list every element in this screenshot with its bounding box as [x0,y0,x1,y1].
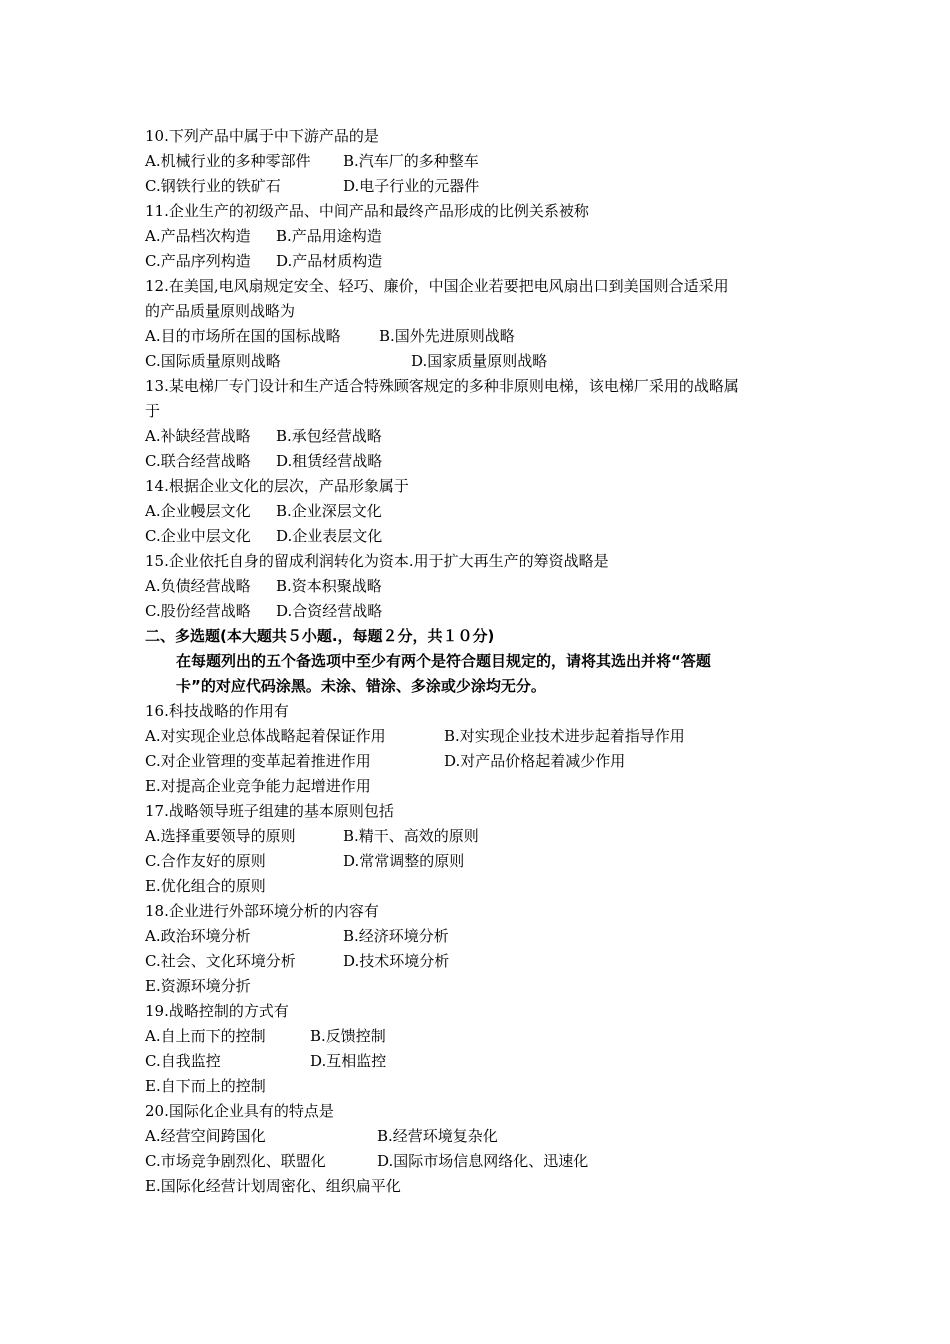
option-d: D.对产品价格起着减少作用 [444,752,626,770]
option-e: E.优化组合的原则 [145,877,266,895]
section-2-instruction-cont [145,674,825,699]
option-c: C.合作友好的原则 [145,852,266,870]
question-15-stem [145,549,825,574]
option-a: A.对实现企业总体战略起着保证作用 [145,727,386,745]
stem-text: 10.下列产品中属于中下游产品的是 [145,127,379,145]
question-14-stem [145,474,825,499]
option-c: C.钢铁行业的铁矿石 [145,177,281,195]
option-b: B.精干、高效的原则 [343,827,479,845]
question-12-stem [145,274,825,299]
option-d: D.技术环境分析 [343,952,450,970]
option-a: A.政治环境分析 [145,927,251,945]
question-17-option-e [145,874,825,899]
option-e: E.自下而上的控制 [145,1077,266,1095]
option-a: A.补缺经营战略 [145,427,251,445]
stem-text: 11.企业生产的初级产品、中间产品和最终产品形成的比例关系被称 [145,202,589,220]
question-19-options-cd [145,1049,825,1074]
stem-text: 13.某电梯厂专门设计和生产适合特殊顾客规定的多种非原则电梯，该电梯厂采用的战略属 [145,377,739,395]
question-18-options-cd [145,949,825,974]
instruction-text: 在每题列出的五个备选项中至少有两个是符合题目规定的，请将其选出并将“答题 [176,652,711,670]
option-b: B.承包经营战略 [276,427,382,445]
question-18-options-ab [145,924,825,949]
option-e: E.对提高企业竞争能力起增进作用 [145,777,371,795]
option-c: C.联合经营战略 [145,452,251,470]
question-19-options-ab [145,1024,825,1049]
option-b: B.企业深层文化 [276,502,382,520]
question-17-stem [145,799,825,824]
stem-text: 20.国际化企业具有的特点是 [145,1102,334,1120]
question-11-options-cd [145,249,825,274]
question-18-option-e [145,974,825,999]
section-title-text: 二、多选题(本大题共５小题.，每题２分，共１０分) [145,627,495,645]
question-10-stem [145,124,825,149]
question-19-option-e [145,1074,825,1099]
question-10-options-cd [145,174,825,199]
question-16-options-cd [145,749,825,774]
stem-text: 于 [145,402,161,420]
option-c: C.社会、文化环境分析 [145,952,296,970]
option-a: A.负债经营战略 [145,577,251,595]
option-d: D.租赁经营战略 [276,452,383,470]
question-13-options-cd [145,449,825,474]
question-20-stem [145,1099,825,1124]
question-12-stem-cont [145,299,825,324]
stem-text: 的产品质量原则战略为 [145,302,296,320]
option-d: D.常常调整的原则 [343,852,465,870]
option-b: B.经济环境分析 [343,927,449,945]
option-c: C.股份经营战略 [145,602,251,620]
option-d: D.合资经营战略 [276,602,383,620]
question-20-options-cd [145,1149,825,1174]
option-d: D.电子行业的元器件 [343,177,480,195]
stem-text: 16.科技战略的作用有 [145,702,289,720]
option-d: D.国家质量原则战略 [411,352,548,370]
option-a: A.产品档次构造 [145,227,251,245]
option-d: D.产品材质构造 [276,252,383,270]
option-d: D.企业表层文化 [276,527,383,545]
section-2-title [145,624,825,649]
option-c: C.对企业管理的变革起着推进作用 [145,752,371,770]
question-16-stem [145,699,825,724]
option-b: B.对实现企业技术进步起着指导作用 [444,727,685,745]
option-d: D.互相监控 [310,1052,387,1070]
question-14-options-cd [145,524,825,549]
question-20-options-ab [145,1124,825,1149]
stem-text: 12.在美国,电风扇规定安全、轻巧、廉价，中国企业若要把电风扇出口到美国则合适采用 [145,277,729,295]
question-16-option-e [145,774,825,799]
stem-text: 19.战略控制的方式有 [145,1002,289,1020]
option-e: E.国际化经营计划周密化、组织扁平化 [145,1177,401,1195]
option-b: B.经营环境复杂化 [377,1127,498,1145]
question-11-options-ab [145,224,825,249]
option-a: A.选择重要领导的原则 [145,827,296,845]
stem-text: 15.企业依托自身的留成利润转化为资本.用于扩大再生产的筹资战略是 [145,552,609,570]
question-17-options-ab [145,824,825,849]
exam-document [145,124,825,1199]
question-13-stem [145,374,825,399]
option-c: C.产品序列构造 [145,252,251,270]
option-b: B.反馈控制 [310,1027,386,1045]
option-b: B.国外先进原则战略 [379,327,515,345]
option-a: A.目的市场所在国的国标战略 [145,327,341,345]
stem-text: 14.根据企业文化的层次，产品形象属于 [145,477,409,495]
stem-text: 17.战略领导班子组建的基本原则包括 [145,802,394,820]
question-12-options-ab [145,324,825,349]
option-a: A.机械行业的多种零部件 [145,152,311,170]
question-16-options-ab [145,724,825,749]
option-c: C.自我监控 [145,1052,221,1070]
question-14-options-ab [145,499,825,524]
option-b: B.资本积聚战略 [276,577,382,595]
option-c: C.国际质量原则战略 [145,352,281,370]
question-15-options-cd [145,599,825,624]
question-19-stem [145,999,825,1024]
option-e: E.资源环境分折 [145,977,251,995]
option-c: C.企业中层文化 [145,527,251,545]
question-13-stem-cont [145,399,825,424]
question-12-options-cd [145,349,825,374]
option-d: D.国际市场信息网络化、迅速化 [377,1152,589,1170]
question-20-option-e [145,1174,825,1199]
question-17-options-cd [145,849,825,874]
option-a: A.自上而下的控制 [145,1027,266,1045]
question-11-stem [145,199,825,224]
option-b: B.产品用途构造 [276,227,382,245]
question-18-stem [145,899,825,924]
option-a: A.企业幔层文化 [145,502,251,520]
instruction-text: 卡”的对应代码涂黑。未涂、错涂、多涂或少涂均无分。 [176,677,546,695]
stem-text: 18.企业进行外部环境分析的内容有 [145,902,379,920]
option-a: A.经营空间跨国化 [145,1127,266,1145]
question-13-options-ab [145,424,825,449]
section-2-instruction [145,649,825,674]
option-b: B.汽车厂的多种整车 [343,152,479,170]
option-c: C.市场竞争剧烈化、联盟化 [145,1152,326,1170]
question-15-options-ab [145,574,825,599]
question-10-options-ab [145,149,825,174]
